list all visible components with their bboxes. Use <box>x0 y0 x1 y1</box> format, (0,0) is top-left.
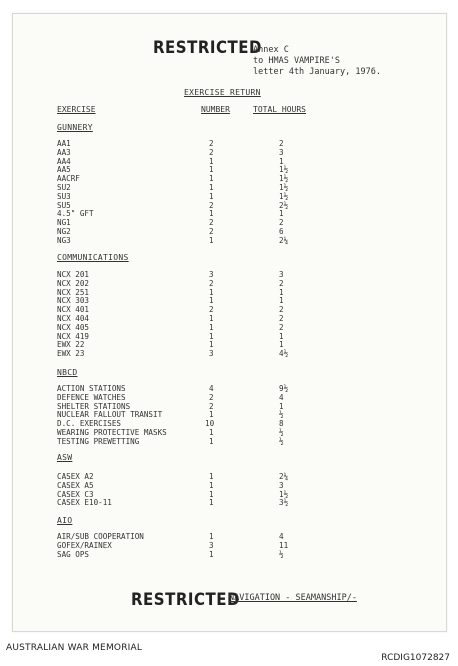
exercise-name: SHELTER STATIONS <box>57 401 131 411</box>
archive-reference-id: RCDIG1072827 <box>381 653 450 663</box>
exercise-hours: ½ <box>279 410 284 420</box>
exercise-count: 1 <box>209 532 214 541</box>
exercise-count: 2 <box>209 278 214 288</box>
exercise-name: AA5 <box>57 165 71 175</box>
exercise-name: SU2 <box>57 182 71 192</box>
exercise-name: NCX 251 <box>57 287 90 297</box>
section-heading-gunnery: GUNNERY <box>57 123 93 132</box>
exercise-hours: 2 <box>279 218 284 228</box>
exercise-name: NCX 401 <box>57 305 90 315</box>
exercise-hours: 3 <box>279 270 284 279</box>
exercise-hours: 9½ <box>279 384 289 393</box>
exercise-hours: 1 <box>279 287 284 297</box>
exercise-name: TESTING PREWETTING <box>57 436 140 446</box>
annex-reference <box>253 45 381 78</box>
exercise-count: 2 <box>209 226 214 236</box>
exercise-hours: 1 <box>279 401 284 411</box>
exercise-hours: 1 <box>279 296 284 306</box>
exercise-name: NUCLEAR FALLOUT TRANSIT <box>57 410 163 420</box>
exercise-name: NCX 201 <box>57 270 90 279</box>
exercise-hours: 2¼ <box>279 472 289 481</box>
exercise-name: AA3 <box>57 147 71 157</box>
exercise-name: CASEX E10-11 <box>57 498 112 508</box>
table-row <box>0 551 458 560</box>
exercise-count: 1 <box>209 209 214 219</box>
exercise-name: ACTION STATIONS <box>57 384 126 393</box>
exercise-count: 1 <box>209 174 214 184</box>
exercise-count: 1 <box>209 182 214 192</box>
exercise-count: 1 <box>209 410 214 420</box>
table-row <box>0 237 458 246</box>
exercise-hours: 1 <box>279 156 284 166</box>
exercise-hours: 1½ <box>279 489 289 499</box>
exercise-name: AA1 <box>57 139 71 148</box>
exercise-count: 1 <box>209 427 214 437</box>
exercise-hours: 2¼ <box>279 235 289 245</box>
exercise-name: EWX 22 <box>57 340 85 350</box>
exercise-hours: 8 <box>279 419 284 429</box>
exercise-count: 2 <box>209 401 214 411</box>
restricted-stamp-top: RESTRICTED <box>153 36 262 58</box>
exercise-count: 2 <box>209 392 214 402</box>
exercise-name: AA4 <box>57 156 71 166</box>
exercise-count: 2 <box>209 139 214 148</box>
table-row <box>0 438 458 447</box>
exercise-name: NCX 404 <box>57 313 90 323</box>
table-row <box>0 499 458 508</box>
section-heading-aio: AIO <box>57 516 73 525</box>
exercise-name: SU5 <box>57 200 71 210</box>
exercise-count: 1 <box>209 489 214 499</box>
exercise-hours: 2 <box>279 313 284 323</box>
header-number: NUMBER <box>201 105 230 114</box>
section-heading-communications: COMMUNICATIONS <box>57 253 129 262</box>
exercise-name: NCX 419 <box>57 331 90 341</box>
exercise-count: 1 <box>209 436 214 446</box>
exercise-count: 1 <box>209 549 214 559</box>
exercise-count: 2 <box>209 305 214 315</box>
exercise-hours: 2 <box>279 278 284 288</box>
exercise-hours: 3 <box>279 480 284 490</box>
exercise-count: 1 <box>209 313 214 323</box>
exercise-name: DEFENCE WATCHES <box>57 392 126 402</box>
exercise-count: 3 <box>209 270 214 279</box>
exercise-count: 1 <box>209 322 214 332</box>
exercise-hours: 3 <box>279 147 284 157</box>
exercise-hours: ½ <box>279 549 284 559</box>
exercise-hours: 3½ <box>279 498 289 508</box>
section-rows-aio <box>0 533 458 559</box>
exercise-name: NCX 303 <box>57 296 90 306</box>
exercise-count: 1 <box>209 498 214 508</box>
exercise-hours: 4 <box>279 532 284 541</box>
exercise-count: 3 <box>209 540 214 550</box>
exercise-name: GOFEX/RAINEX <box>57 540 112 550</box>
exercise-hours: 2 <box>279 305 284 315</box>
exercise-name: CASEX A5 <box>57 480 94 490</box>
exercise-name: SU3 <box>57 191 71 201</box>
exercise-hours: ½ <box>279 436 284 446</box>
continuation-text: NAVIGATION - SEAMANSHIP/- <box>229 593 357 603</box>
exercise-name: D.C. EXERCISES <box>57 419 122 429</box>
exercise-count: 1 <box>209 287 214 297</box>
exercise-hours: 4 <box>279 392 284 402</box>
exercise-hours: 2 <box>279 139 284 148</box>
exercise-count: 1 <box>209 480 214 490</box>
exercise-hours: 1½ <box>279 174 289 184</box>
exercise-count: 1 <box>209 156 214 166</box>
section-heading-asw: ASW <box>57 453 73 462</box>
exercise-hours: 2 <box>279 322 284 332</box>
exercise-count: 2 <box>209 200 214 210</box>
section-rows-gunnery <box>0 140 458 246</box>
document-title: EXERCISE RETURN <box>184 88 261 97</box>
exercise-count: 3 <box>209 349 214 359</box>
exercise-hours: 1½ <box>279 165 289 175</box>
restricted-stamp-bottom: RESTRICTED <box>131 588 240 610</box>
continuation-note <box>229 593 357 603</box>
exercise-name: WEARING PROTECTIVE MASKS <box>57 427 167 437</box>
exercise-count: 1 <box>209 191 214 201</box>
exercise-name: AACRF <box>57 174 80 184</box>
exercise-count: 1 <box>209 165 214 175</box>
exercise-name: AIR/SUB COOPERATION <box>57 532 144 541</box>
table-row <box>0 350 458 359</box>
annex-line: Annex C <box>253 45 289 55</box>
exercise-name: EWX 23 <box>57 349 85 359</box>
exercise-count: 2 <box>209 147 214 157</box>
exercise-name: NG3 <box>57 235 71 245</box>
header-exercise: EXERCISE <box>57 105 96 114</box>
exercise-name: CASEX A2 <box>57 472 94 481</box>
exercise-name: NCX 405 <box>57 322 90 332</box>
annex-line: to HMAS VAMPIRE'S <box>253 56 340 66</box>
section-rows-nbcd <box>0 385 458 447</box>
exercise-count: 4 <box>209 384 214 393</box>
exercise-count: 10 <box>205 419 215 429</box>
exercise-name: CASEX C3 <box>57 489 94 499</box>
exercise-name: NG1 <box>57 218 71 228</box>
exercise-hours: 11 <box>279 540 289 550</box>
exercise-hours: 6 <box>279 226 284 236</box>
exercise-hours: 1½ <box>279 182 289 192</box>
exercise-name: NCX 202 <box>57 278 90 288</box>
exercise-hours: 1 <box>279 209 284 219</box>
section-heading-nbcd: NBCD <box>57 368 78 377</box>
exercise-name: NG2 <box>57 226 71 236</box>
exercise-count: 1 <box>209 235 214 245</box>
exercise-hours: 1 <box>279 340 284 350</box>
exercise-count: 1 <box>209 331 214 341</box>
exercise-hours: 1 <box>279 331 284 341</box>
header-total-hours: TOTAL HOURS <box>253 105 306 114</box>
exercise-name: SAG OPS <box>57 549 90 559</box>
exercise-count: 2 <box>209 218 214 228</box>
archive-credit: AUSTRALIAN WAR MEMORIAL <box>6 643 143 653</box>
exercise-name: 4.5" GFT <box>57 209 94 219</box>
exercise-hours: 1½ <box>279 191 289 201</box>
exercise-hours: 2½ <box>279 200 289 210</box>
annex-line: letter 4th January, 1976. <box>253 67 381 77</box>
exercise-count: 1 <box>209 472 214 481</box>
section-rows-asw <box>0 473 458 508</box>
exercise-count: 1 <box>209 340 214 350</box>
exercise-hours: 4½ <box>279 349 289 359</box>
exercise-count: 1 <box>209 296 214 306</box>
section-rows-communications <box>0 271 458 359</box>
exercise-hours: ½ <box>279 427 284 437</box>
